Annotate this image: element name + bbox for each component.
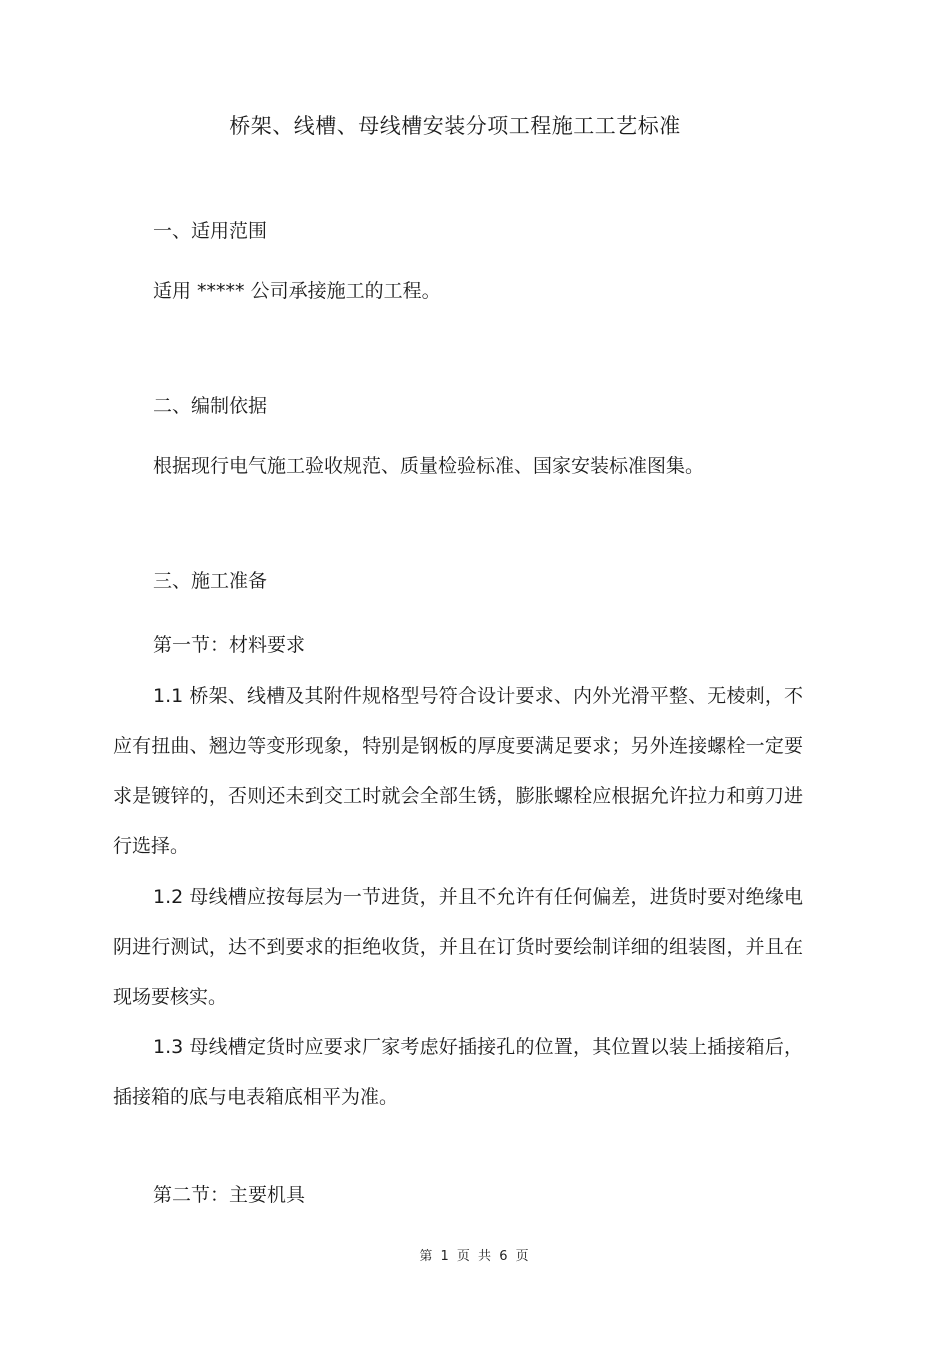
page-footer: 第 1 页 共 6 页	[419, 1249, 531, 1264]
paragraph-item-1-3: 1.3 母线槽定货时应要求厂家考虑好插接孔的位置，其位置以装上插接箱后，插接箱的底与电表箱底相平为准。	[113, 1036, 803, 1108]
subsection-heading-materials: 第一节：材料要求	[153, 634, 306, 656]
document-title: 桥架、线槽、母线槽安装分项工程施工工艺标准	[229, 114, 681, 138]
section-body-basis: 根据现行电气施工验收规范、质量检验标准、国家安装标准图集。	[153, 455, 705, 477]
subsection-heading-tools: 第二节：主要机具	[153, 1184, 306, 1206]
section-body-scope: 适用 ***** 公司承接施工的工程。	[153, 280, 441, 302]
section-heading-scope: 一、适用范围	[153, 220, 268, 242]
section-heading-preparation: 三、施工准备	[153, 570, 268, 592]
section-heading-basis: 二、编制依据	[153, 395, 268, 417]
paragraph-item-1-1: 1.1 桥架、线槽及其附件规格型号符合设计要求、内外光滑平整、无棱刺，不应有扭曲、翘边等变形现象，特别是钢板的厚度要满足要求；另外连接螺栓一定要求是镀锌的，否则还未到交工时就会全部生锈，膨胀螺栓应根据允许拉力和剪刀进行选择。	[113, 685, 803, 857]
paragraph-item-1-2: 1.2 母线槽应按每层为一节进货，并且不允许有任何偏差，进货时要对绝缘电阴进行测试，达不到要求的拒绝收货，并且在订货时要绘制详细的组装图，并且在现场要核实。	[113, 886, 803, 1008]
